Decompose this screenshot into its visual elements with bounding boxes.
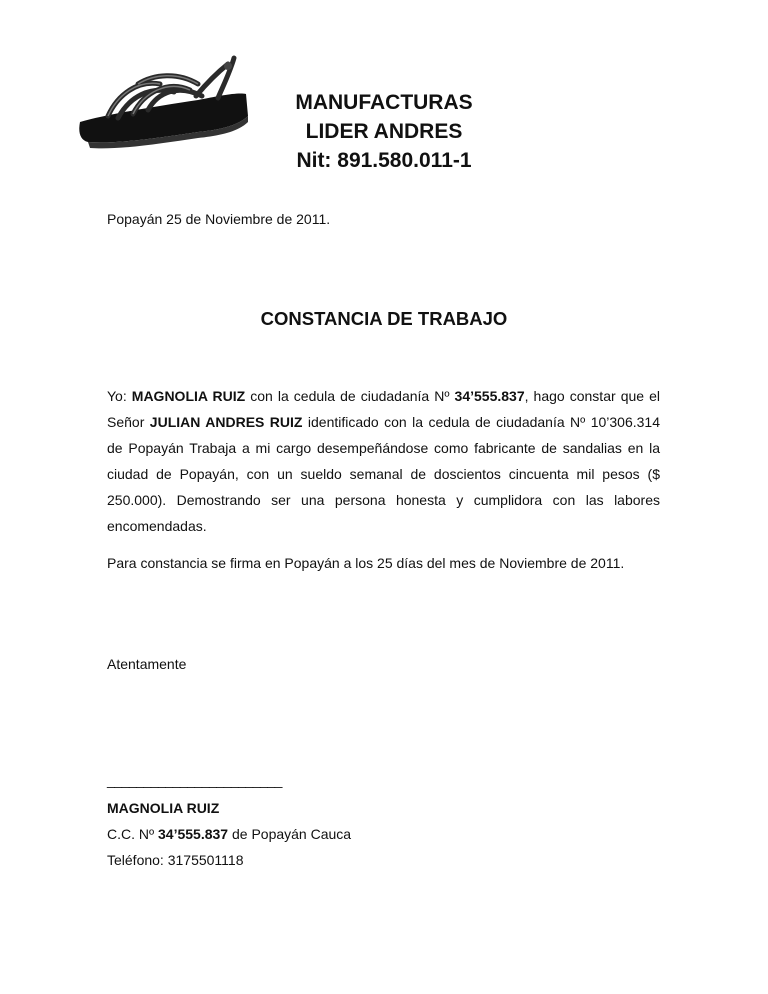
- company-name-line2: LIDER ANDRES: [305, 120, 463, 143]
- issuer-cc: 34’555.837: [454, 388, 525, 404]
- company-header: [254, 88, 514, 175]
- signer-phone: Teléfono: 3175501118: [107, 852, 244, 868]
- sandal-icon: [78, 44, 250, 156]
- company-name-line1: MANUFACTURAS: [295, 91, 473, 114]
- closing: Atentamente: [107, 656, 187, 672]
- p1-text-c: , hago constar que el Señor: [107, 388, 660, 430]
- body-paragraph-1: [107, 383, 660, 539]
- signature-line: ________________________: [107, 772, 282, 788]
- document-title: CONSTANCIA DE TRABAJO: [260, 308, 508, 329]
- signature-block: [107, 795, 351, 873]
- employee-name: JULIAN ANDRES RUIZ: [149, 414, 303, 430]
- p1-text-d: identificado con la cedula de ciudadanía Nº 10’306.314 de Popayán Trabaja a mi cargo desempeñándose como fabricante de sandalias en la ciudad de Popayán, con un sueldo semanal de doscientos cincuenta mil pesos ($ 250.000). Demostrando ser una persona honesta y cumplidora con las labores encomendadas.: [107, 414, 660, 534]
- letter-date: Popayán 25 de Noviembre de 2011.: [107, 211, 331, 227]
- p1-text-b: con la cedula de ciudadanía Nº: [245, 388, 455, 404]
- signer-name: MAGNOLIA RUIZ: [107, 800, 220, 816]
- body-paragraph-2: Para constancia se firma en Popayán a los 25 días del mes de Noviembre de 2011.: [107, 555, 625, 571]
- company-nit: Nit: 891.580.011-1: [296, 149, 472, 172]
- issuer-name: MAGNOLIA RUIZ: [131, 388, 246, 404]
- signer-cc: C.C. Nº 34’555.837 de Popayán Cauca: [107, 826, 352, 842]
- p1-text-a: Yo:: [107, 388, 132, 404]
